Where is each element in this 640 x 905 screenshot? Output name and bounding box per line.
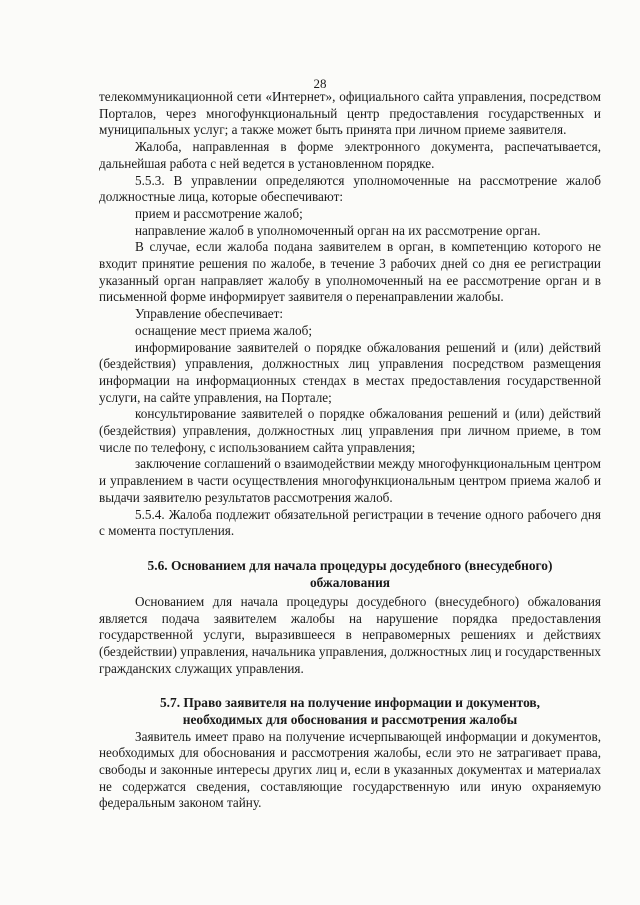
heading-line: необходимых для обоснования и рассмотрения жалобы: [182, 712, 518, 727]
page-number: 28: [313, 76, 327, 91]
paragraph: Жалоба, направленная в форме электронного документа, распечатывается, дальнейшая работа с ней ведется в установленном порядке.: [99, 139, 601, 171]
paragraph: направление жалоб в уполномоченный орган на их рассмотрение орган.: [135, 222, 541, 238]
heading-line: 5.6. Основанием для начала процедуры досудебного (внесудебного): [147, 557, 553, 573]
paragraph: Управление обеспечивает:: [135, 306, 284, 322]
paragraph: заключение соглашений о взаимодействии между многофункциональным центром и управлением в части осуществления многофункциональным центром приема жалоб и выдачи заявителю результатов рассмотрения жалоб.: [99, 456, 601, 505]
paragraph: 5.5.3. В управлении определяются уполномоченные на рассмотрение жалоб должностные лица, которые обеспечивают:: [99, 172, 601, 205]
section-heading-5-6: [99, 557, 601, 592]
paragraph: оснащение мест приема жалоб;: [135, 322, 312, 338]
paragraph: Заявитель имеет право на получение исчерпывающей информации и документов, необходимых для обоснования и рассмотрения жалобы, если это не затрагивает права, свободы и законные интересы других лиц и, если в указанных документах и материалах не содержатся сведения, составляющие государственную или иную охраняемую федеральным законом тайну.: [99, 728, 601, 811]
document-body: [99, 89, 601, 812]
heading-line: обжалования: [309, 575, 391, 591]
paragraph: В случае, если жалоба подана заявителем в орган, в компетенцию которого не входит принятие решения по жалобе, в течение 3 рабочих дней со дня ее регистрации указанный орган направляет жалобу в уполномоченный на ее рассмотрение орган и в письменной форме информирует заявителя о перенаправлении жалобы.: [99, 239, 601, 305]
section-heading-5-7: [99, 694, 601, 729]
paragraph: информирование заявителей о порядке обжалования решений и (или) действий (бездействия) управления, должностных лиц управления посредством размещения информации на информационных стендах в местах предоставления государственной услуги, на сайте управления, на Портале;: [99, 339, 601, 405]
paragraph: прием и рассмотрение жалоб;: [135, 205, 303, 221]
paragraph: Основанием для начала процедуры досудебного (внесудебного) обжалования является подача заявителем жалобы на нарушение порядка предоставления государственной услуги, выразившееся в неправомерных решениях и действиях (бездействии) управления, начальника управления, должностных лиц и государственных гражданских служащих управления.: [99, 593, 601, 676]
paragraph: 5.5.4. Жалоба подлежит обязательной регистрации в течение одного рабочего дня с момента поступления.: [99, 506, 601, 539]
heading-line: 5.7. Право заявителя на получение информации и документов,: [159, 694, 541, 710]
paragraph: телекоммуникационной сети «Интернет», официального сайта управления, посредством Порталов, через многофункциональный центр предоставления государственных и муниципальных услуг; а также может быть принята при личном приеме заявителя.: [99, 89, 601, 138]
paragraph: консультирование заявителей о порядке обжалования решений и (или) действий (бездействия) управления, должностных лиц управления при личном приеме, в том числе по телефону, с использованием сайта управления;: [99, 406, 601, 455]
